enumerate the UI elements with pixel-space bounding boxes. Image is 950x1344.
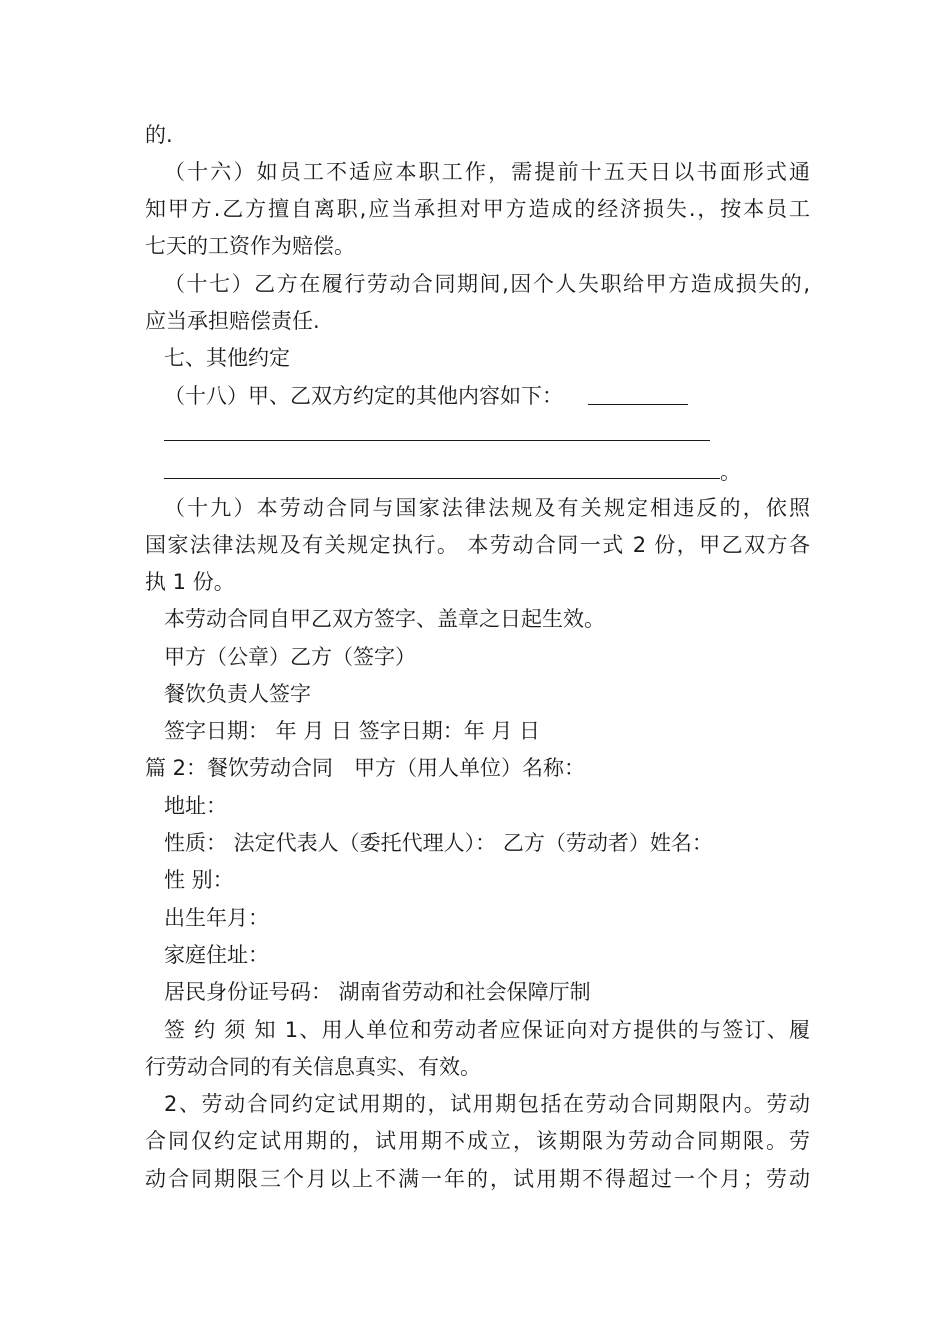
signature-line: 甲方（公章）乙方（签字） — [164, 645, 416, 669]
fill-in-blank — [164, 440, 710, 441]
section-heading: 七、其他约定 — [164, 346, 290, 370]
notice-line: 动合同期限三个月以上不满一年的，试用期不得超过一个月；劳动 — [145, 1167, 810, 1191]
notice-line: 2、劳动合同约定试用期的，试用期包括在劳动合同期限内。劳动 — [164, 1092, 810, 1116]
clause-19-line: 执 1 份。 — [145, 570, 235, 594]
form-field-line: 地址： — [164, 794, 227, 818]
form-field-line: 性质： 法定代表人（委托代理人）： 乙方（劳动者）姓名： — [164, 831, 713, 855]
clause-16-line: 七天的工资作为赔偿。 — [145, 234, 355, 258]
clause-18-line: （十八）甲、乙双方约定的其他内容如下： — [164, 384, 563, 408]
form-field-line: 居民身份证号码： 湖南省劳动和社会保障厅制 — [164, 980, 591, 1004]
fill-in-blank — [164, 478, 720, 479]
clause-17-line: 应当承担赔偿责任. — [145, 309, 320, 333]
notice-line: 签 约 须 知 1、用人单位和劳动者应保证向对方提供的与签订、履 — [164, 1018, 810, 1042]
clause-16-line: （十六）如员工不适应本职工作，需提前十五天日以书面形式通 — [164, 160, 810, 184]
clause-17-line: （十七）乙方在履行劳动合同期间,因个人失职给甲方造成损失的, — [164, 272, 810, 296]
clause-16-line: 知甲方.乙方擅自离职,应当承担对甲方造成的经济损失.，按本员工 — [145, 197, 810, 221]
blank-end-mark: 。 — [720, 460, 741, 484]
article-heading: 篇 2：餐饮劳动合同 甲方（用人单位）名称： — [145, 756, 586, 780]
paragraph-line: 的. — [145, 123, 173, 147]
signature-line: 餐饮负责人签字 — [164, 682, 311, 706]
fill-in-blank — [588, 404, 688, 405]
form-field-line: 出生年月： — [164, 906, 269, 930]
paragraph-line: 本劳动合同自甲乙双方签字、盖章之日起生效。 — [164, 607, 605, 631]
notice-line: 行劳动合同的有关信息真实、有效。 — [145, 1055, 481, 1079]
form-field-line: 性 别： — [164, 868, 234, 892]
form-field-line: 家庭住址： — [164, 943, 269, 967]
clause-19-line: 国家法律法规及有关规定执行。 本劳动合同一式 2 份，甲乙双方各 — [145, 533, 810, 557]
notice-line: 合同仅约定试用期的，试用期不成立，该期限为劳动合同期限。劳 — [145, 1129, 810, 1153]
signature-date-line: 签字日期： 年 月 日 签字日期：年 月 日 — [164, 719, 541, 743]
clause-19-line: （十九）本劳动合同与国家法律法规及有关规定相违反的，依照 — [164, 496, 810, 520]
